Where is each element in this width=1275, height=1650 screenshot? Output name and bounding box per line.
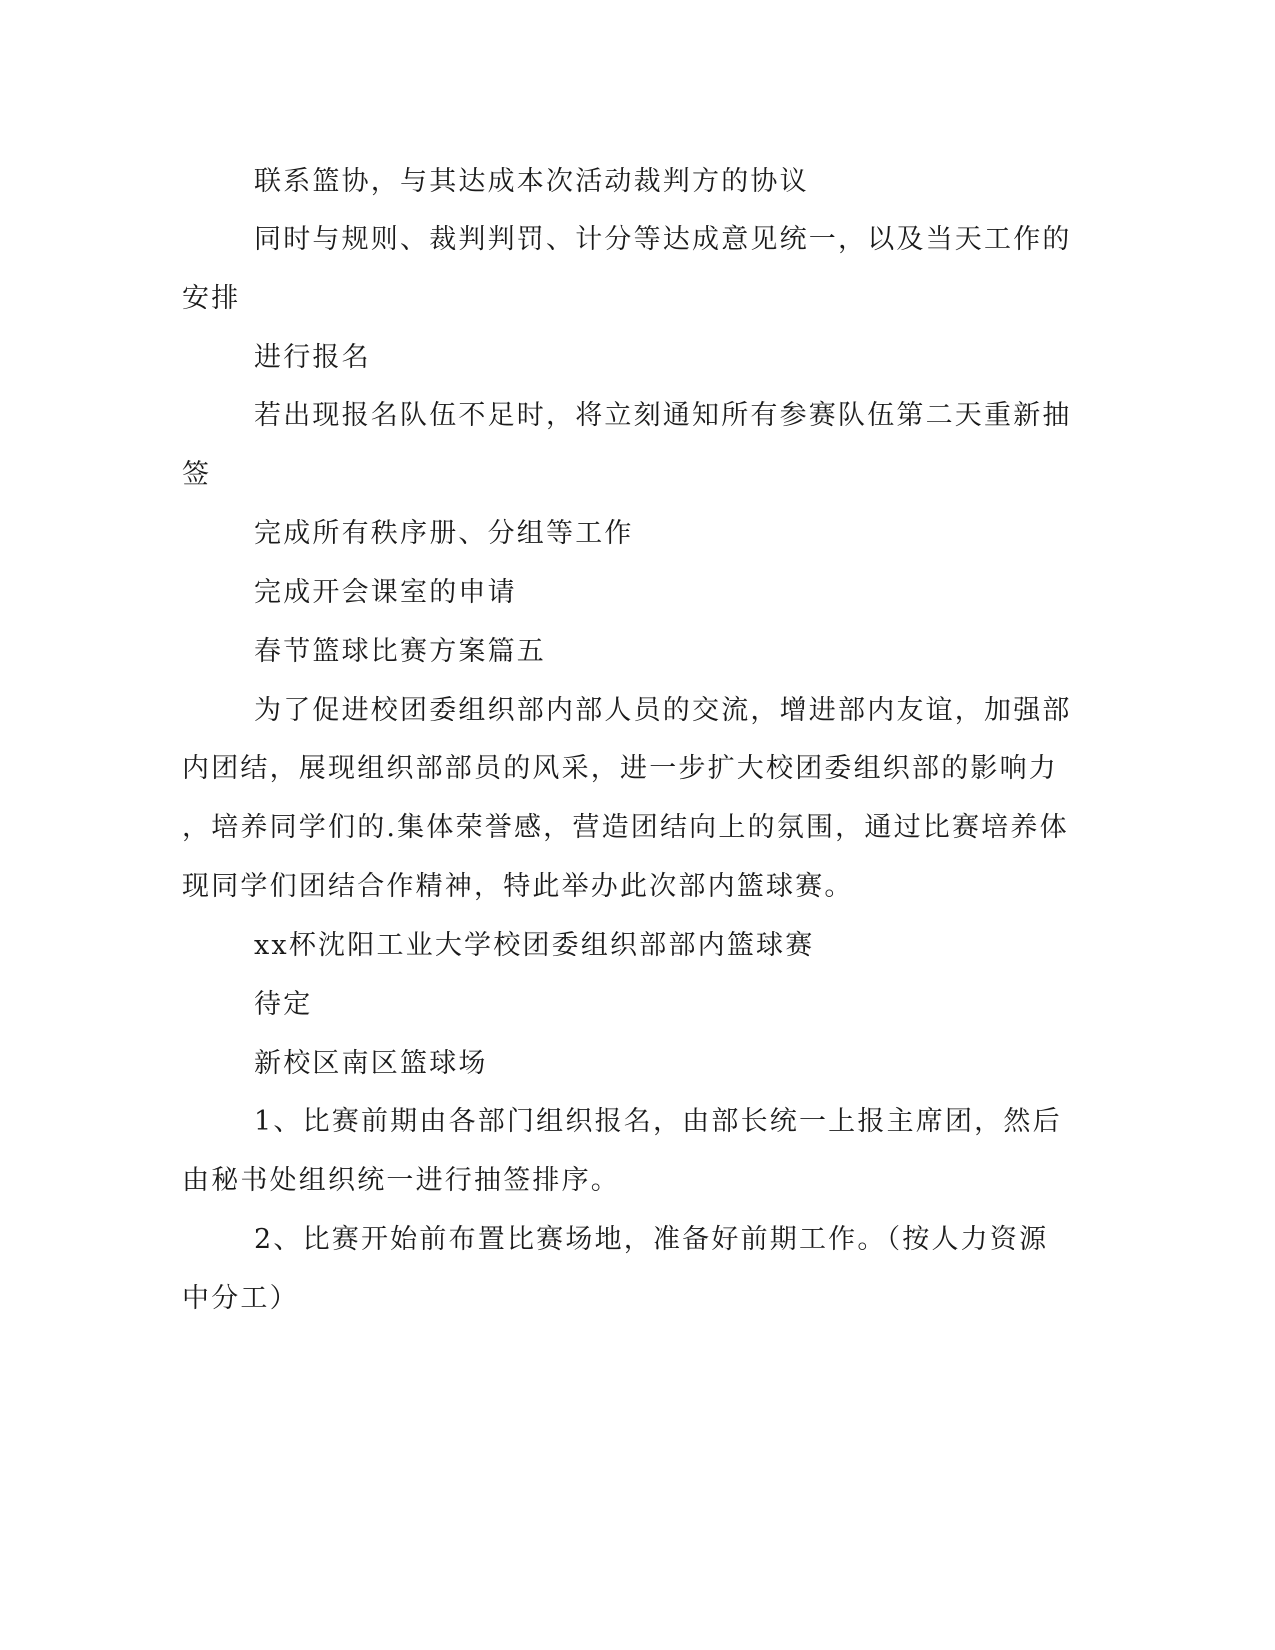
- section-heading: 春节篮球比赛方案篇五: [254, 636, 546, 667]
- text-line: xx杯沈阳工业大学校团委组织部部内篮球赛: [254, 930, 815, 961]
- text-line: ，培养同学们的.集体荣誉感，营造团结向上的氛围，通过比赛培养体: [182, 812, 1069, 843]
- text-line: 签: [182, 459, 212, 490]
- text-line: 联系篮协，与其达成本次活动裁判方的协议: [254, 166, 809, 197]
- text-line: 中分工）: [182, 1283, 299, 1314]
- text-line: 由秘书处组织统一进行抽签排序。: [182, 1165, 620, 1196]
- text-line: 新校区南区篮球场: [254, 1048, 488, 1079]
- text-line: 安排: [182, 283, 241, 314]
- text-line: 若出现报名队伍不足时，将立刻通知所有参赛队伍第二天重新抽: [254, 400, 1072, 431]
- text-line: 完成开会课室的申请: [254, 577, 517, 608]
- text-line: 同时与规则、裁判判罚、计分等达成意见统一，以及当天工作的: [254, 224, 1072, 255]
- text-line: 2、比赛开始前布置比赛场地，准备好前期工作。（按人力资源: [254, 1224, 1049, 1255]
- text-line: 内团结，展现组织部部员的风采，进一步扩大校团委组织部的影响力: [182, 753, 1058, 784]
- text-line: 完成所有秩序册、分组等工作: [254, 518, 634, 549]
- text-line: 现同学们团结合作精神，特此举办此次部内篮球赛。: [182, 871, 854, 902]
- text-line: 进行报名: [254, 342, 371, 373]
- text-line: 为了促进校团委组织部内部人员的交流，增进部内友谊，加强部: [254, 695, 1072, 726]
- text-line: 待定: [254, 989, 313, 1020]
- text-line: 1、比赛前期由各部门组织报名，由部长统一上报主席团，然后: [254, 1106, 1062, 1137]
